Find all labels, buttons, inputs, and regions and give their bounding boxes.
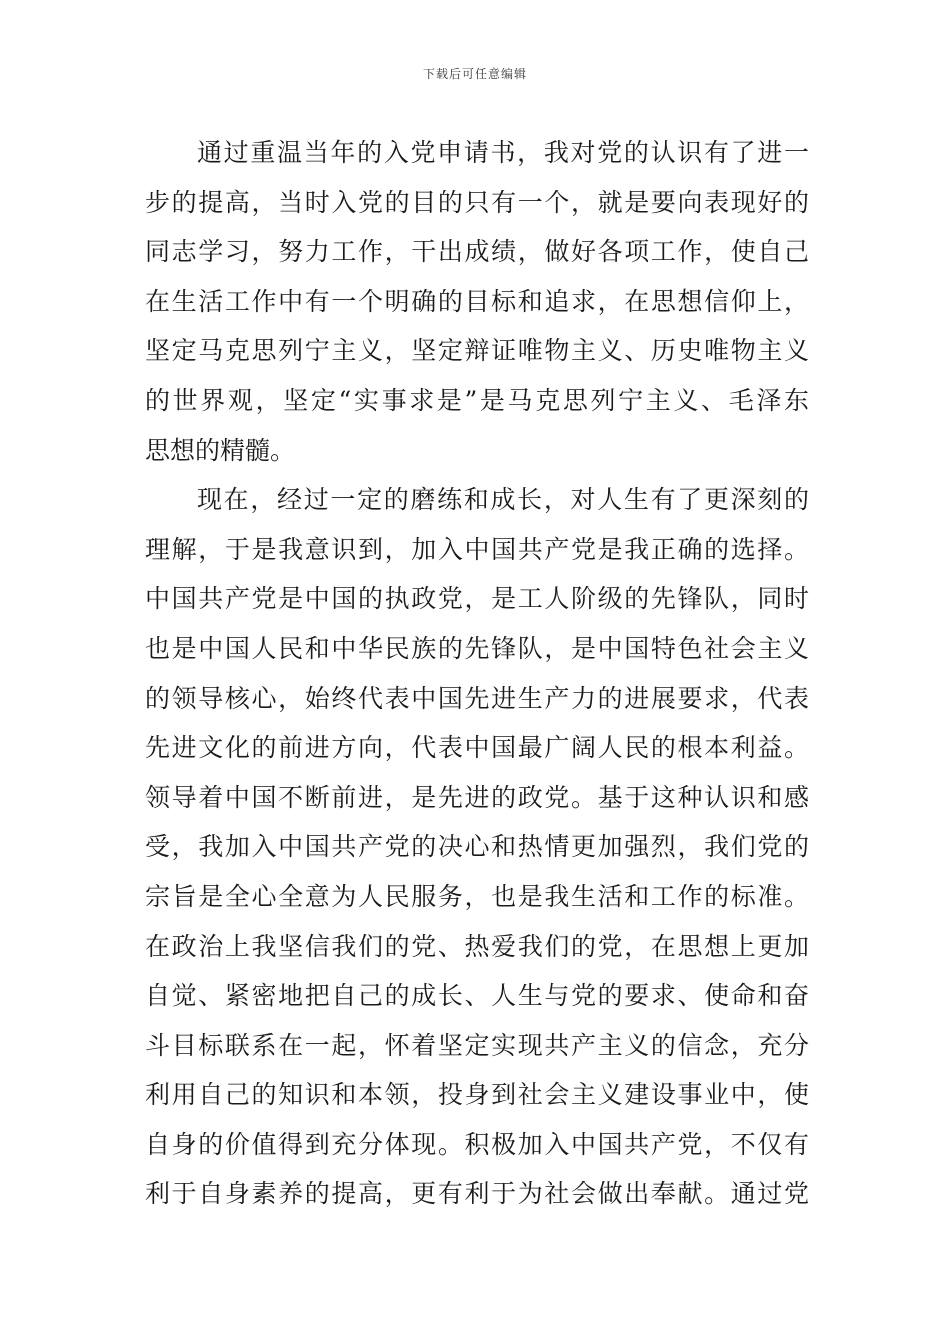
text-line: 自身的价值得到充分体现。积极加入中国共产党，不仅有 [145, 1129, 809, 1159]
text-line: 步的提高，当时入党的目的只有一个，就是要向表现好的 [145, 187, 809, 217]
text-line: 先进文化的前进方向，代表中国最广阔人民的根本利益。 [145, 733, 809, 763]
paragraph-1 [145, 128, 809, 475]
header-note: 下载后可任意编辑 [422, 67, 527, 81]
body-text [145, 128, 809, 1219]
text-line: 通过重温当年的入党申请书，我对党的认识有了进一 [197, 138, 809, 167]
text-line: 在政治上我坚信我们的党、热爱我们的党，在思想上更加 [145, 931, 809, 961]
paragraph-2 [145, 475, 809, 1219]
text-line: 的世界观，坚定“实事求是”是马克思列宁主义、毛泽东 [145, 385, 809, 415]
text-line: 中国共产党是中国的执政党，是工人阶级的先锋队，同时 [145, 584, 809, 614]
text-line: 也是中国人民和中华民族的先锋队，是中国特色社会主义 [145, 633, 809, 663]
text-line: 同志学习，努力工作，干出成绩，做好各项工作，使自己 [145, 237, 809, 267]
text-line: 利于自身素养的提高，更有利于为社会做出奉献。通过党 [145, 1179, 809, 1209]
text-line: 宗旨是全心全意为人民服务，也是我生活和工作的标准。 [145, 881, 809, 911]
text-line: 理解，于是我意识到，加入中国共产党是我正确的选择。 [145, 534, 809, 564]
text-line: 在生活工作中有一个明确的目标和追求，在思想信仰上， [145, 286, 809, 316]
text-line: 的领导核心，始终代表中国先进生产力的进展要求，代表 [145, 683, 809, 713]
text-line: 现在，经过一定的磨练和成长，对人生有了更深刻的 [197, 485, 809, 515]
text-line: 自觉、紧密地把自己的成长、人生与党的要求、使命和奋 [145, 981, 809, 1011]
text-line: 利用自己的知识和本领，投身到社会主义建设事业中，使 [145, 1080, 809, 1110]
text-line: 坚定马克思列宁主义，坚定辩证唯物主义、历史唯物主义 [145, 336, 809, 366]
text-line: 领导着中国不断前进，是先进的政党。基于这种认识和感 [145, 782, 809, 812]
text-line: 受，我加入中国共产党的决心和热情更加强烈，我们党的 [145, 832, 809, 862]
text-line: 思想的精髓。 [145, 435, 296, 465]
text-line: 斗目标联系在一起，怀着坚定实现共产主义的信念，充分 [145, 1030, 809, 1060]
